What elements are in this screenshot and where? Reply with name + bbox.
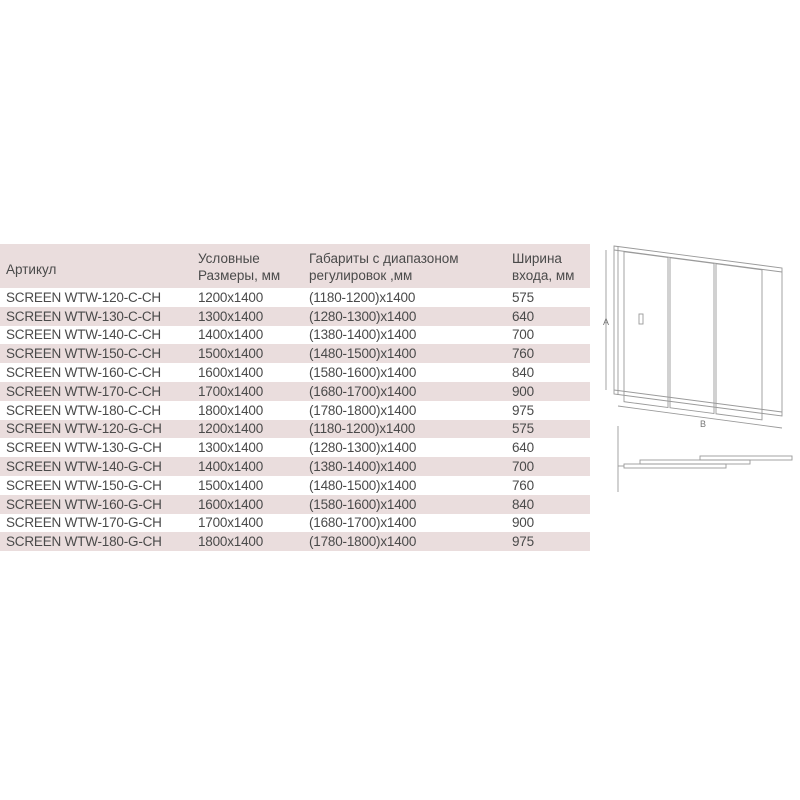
cell-range: (1680-1700)x1400 xyxy=(309,515,417,531)
cell-range: (1780-1800)x1400 xyxy=(309,402,417,418)
cell-size: 1400x1400 xyxy=(198,459,264,475)
table-header xyxy=(0,244,590,288)
table-row xyxy=(0,288,590,307)
cell-range: (1680-1700)x1400 xyxy=(309,383,417,399)
header-range-line1: Габариты с диапазоном xyxy=(309,251,459,266)
cell-width: 700 xyxy=(512,327,534,343)
cell-range: (1480-1500)x1400 xyxy=(309,346,417,362)
cell-width: 760 xyxy=(512,346,534,362)
cell-article: SCREEN WTW-150-C-CH xyxy=(6,346,161,362)
header-size-line2: Размеры, мм xyxy=(198,268,281,283)
screen-frame xyxy=(614,246,782,416)
glass-panel-1 xyxy=(624,252,668,408)
table-row xyxy=(0,457,590,476)
header-width-line1: Ширина xyxy=(512,251,562,266)
screen-top-view xyxy=(618,426,792,492)
table-row xyxy=(0,514,590,533)
cell-size: 1800x1400 xyxy=(198,402,264,418)
table-row xyxy=(0,401,590,420)
screen-front-view xyxy=(606,246,782,428)
cell-article: SCREEN WTW-170-C-CH xyxy=(6,383,161,399)
cell-range: (1380-1400)x1400 xyxy=(309,459,417,475)
spec-table xyxy=(0,244,590,551)
cell-article: SCREEN WTW-130-C-CH xyxy=(6,308,161,324)
cell-range: (1280-1300)x1400 xyxy=(309,308,417,324)
cell-size: 1200x1400 xyxy=(198,421,264,437)
cell-width: 575 xyxy=(512,421,534,437)
cell-size: 1800x1400 xyxy=(198,534,264,550)
table-row xyxy=(0,363,590,382)
cell-size: 1200x1400 xyxy=(198,289,264,305)
cell-width: 840 xyxy=(512,496,534,512)
table-row xyxy=(0,438,590,457)
table-row xyxy=(0,420,590,439)
glass-panel-3 xyxy=(716,264,762,420)
glass-panel-2 xyxy=(670,258,714,414)
cell-width: 975 xyxy=(512,534,534,550)
cell-size: 1400x1400 xyxy=(198,327,264,343)
cell-range: (1180-1200)x1400 xyxy=(309,421,416,437)
cell-article: SCREEN WTW-170-G-CH xyxy=(6,515,162,531)
cell-size: 1600x1400 xyxy=(198,365,264,381)
header-width xyxy=(512,244,590,284)
cell-article: SCREEN WTW-140-C-CH xyxy=(6,327,161,343)
cell-article: SCREEN WTW-180-C-CH xyxy=(6,402,161,418)
header-range-line2: регулировок ,мм xyxy=(309,268,413,283)
header-range xyxy=(309,244,512,284)
cell-article: SCREEN WTW-160-G-CH xyxy=(6,496,162,512)
cell-size: 1500x1400 xyxy=(198,346,264,362)
cell-range: (1580-1600)x1400 xyxy=(309,496,417,512)
cell-article: SCREEN WTW-150-G-CH xyxy=(6,477,162,493)
table-row xyxy=(0,495,590,514)
cell-width: 900 xyxy=(512,383,534,399)
header-size xyxy=(198,244,309,284)
top-view-panel-3 xyxy=(700,456,792,460)
cell-range: (1280-1300)x1400 xyxy=(309,440,417,456)
top-view-panel-1 xyxy=(624,464,726,468)
cell-size: 1300x1400 xyxy=(198,308,264,324)
cell-width: 700 xyxy=(512,459,534,475)
table-row xyxy=(0,476,590,495)
table-row xyxy=(0,307,590,326)
table-row xyxy=(0,532,590,551)
header-width-line2: входа, мм xyxy=(512,268,575,283)
header-article: Артикул xyxy=(6,262,57,277)
cell-article: SCREEN WTW-140-G-CH xyxy=(6,459,162,475)
table-row xyxy=(0,326,590,345)
table-body xyxy=(0,288,590,551)
cell-width: 975 xyxy=(512,402,534,418)
cell-range: (1380-1400)x1400 xyxy=(309,327,417,343)
cell-size: 1300x1400 xyxy=(198,440,264,456)
top-view-panel-2 xyxy=(640,460,750,464)
cell-article: SCREEN WTW-120-G-CH xyxy=(6,421,162,437)
cell-width: 640 xyxy=(512,440,534,456)
cell-article: SCREEN WTW-180-G-CH xyxy=(6,534,162,550)
label-b: B xyxy=(700,419,707,429)
cell-range: (1480-1500)x1400 xyxy=(309,477,417,493)
cell-width: 640 xyxy=(512,308,534,324)
cell-range: (1180-1200)x1400 xyxy=(309,289,416,305)
table-row xyxy=(0,344,590,363)
cell-width: 840 xyxy=(512,365,534,381)
cell-size: 1600x1400 xyxy=(198,496,264,512)
handle xyxy=(639,314,643,324)
cell-range: (1580-1600)x1400 xyxy=(309,365,417,381)
cell-article: SCREEN WTW-120-C-CH xyxy=(6,289,161,305)
cell-range: (1780-1800)x1400 xyxy=(309,534,417,550)
cell-width: 760 xyxy=(512,477,534,493)
shower-screen-diagram xyxy=(596,230,796,510)
table-row xyxy=(0,382,590,401)
cell-size: 1500x1400 xyxy=(198,477,264,493)
label-a: A xyxy=(603,317,610,327)
cell-width: 900 xyxy=(512,515,534,531)
cell-width: 575 xyxy=(512,289,534,305)
header-size-line1: Условные xyxy=(198,251,260,266)
cell-size: 1700x1400 xyxy=(198,383,264,399)
cell-article: SCREEN WTW-130-G-CH xyxy=(6,440,162,456)
cell-article: SCREEN WTW-160-C-CH xyxy=(6,365,161,381)
cell-size: 1700x1400 xyxy=(198,515,264,531)
